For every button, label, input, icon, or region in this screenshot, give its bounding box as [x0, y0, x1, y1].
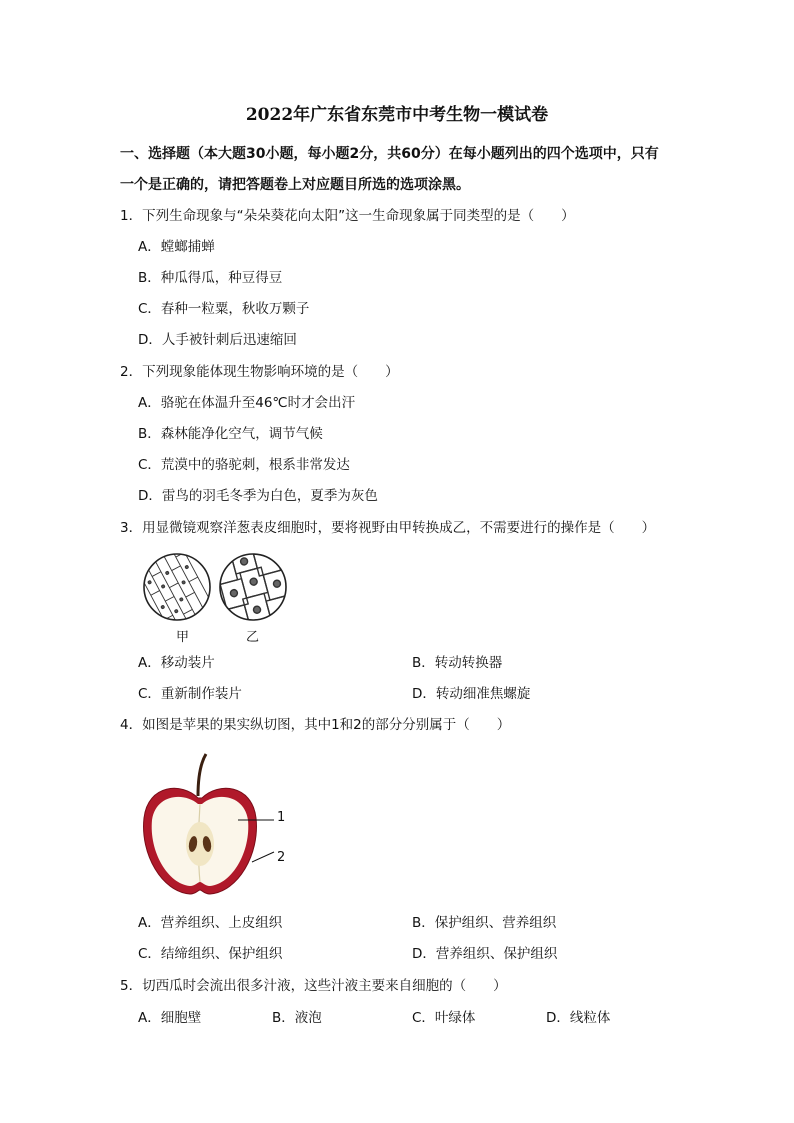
question-3-stem: 3．用显微镜观察洋葱表皮细胞时，要将视野由甲转换成乙，不需要进行的操作是（ ）	[120, 520, 656, 536]
question-1-stem: 1．下列生命现象与“朵朵葵花向太阳”这一生命现象属于同类型的是（ ）	[120, 208, 575, 224]
question-3-option-a: A．移动装片	[138, 655, 215, 671]
microscope-fields-figure	[140, 548, 290, 626]
question-5-stem: 5．切西瓜时会流出很多汁液，这些汁液主要来自细胞的（ ）	[120, 978, 507, 994]
question-5-option-a: A．细胞壁	[138, 1010, 202, 1026]
question-1-option-d: D．人手被针刺后迅速缩回	[138, 332, 297, 348]
question-5-option-c: C．叶绿体	[412, 1010, 476, 1026]
question-4-option-b: B．保护组织、营养组织	[412, 915, 557, 931]
question-3-option-b: B．转动转换器	[412, 655, 503, 671]
question-1-option-b: B．种瓜得瓜，种豆得豆	[138, 270, 283, 286]
field-jia-cells	[140, 548, 221, 626]
question-2-option-b: B．森林能净化空气，调节气候	[138, 426, 323, 442]
question-4-stem: 4．如图是苹果的果实纵切图，其中1和2的部分分别属于（ ）	[120, 717, 511, 733]
figure-label-1: 1	[277, 810, 286, 825]
figure-label-yi: 乙	[246, 630, 260, 645]
question-3-option-d: D．转动细准焦螺旋	[412, 686, 531, 702]
question-2-option-a: A．骆驼在体温升至46℃时才会出汗	[138, 395, 356, 411]
question-2-stem: 2．下列现象能体现生物影响环境的是（ ）	[120, 364, 399, 380]
question-4-option-c: C．结缔组织、保护组织	[138, 946, 283, 962]
exam-title: 2022年广东省东莞市中考生物一模试卷	[245, 105, 549, 125]
section-instruction-line1: 一、选择题（本大题30小题，每小题2分，共60分）在每小题列出的四个选项中，只有	[120, 146, 659, 162]
question-2-option-c: C．荒漠中的骆驼刺，根系非常发达	[138, 457, 350, 473]
question-5-option-d: D．线粒体	[546, 1010, 611, 1026]
apple-stem	[198, 754, 206, 796]
figure-label-2: 2	[277, 850, 286, 865]
question-4-option-a: A．营养组织、上皮组织	[138, 915, 283, 931]
figure-label-jia: 甲	[176, 630, 190, 645]
question-2-option-d: D．雷鸟的羽毛冬季为白色，夏季为灰色	[138, 488, 378, 504]
question-1-option-a: A．螳螂捕蝉	[138, 239, 215, 255]
question-1-option-c: C．春种一粒粟，秋收万颗子	[138, 301, 310, 317]
question-4-option-d: D．营养组织、保护组织	[412, 946, 558, 962]
question-5-option-b: B．液泡	[272, 1010, 322, 1026]
pointer-line-2	[252, 852, 274, 862]
section-instruction-line2: 一个是正确的，请把答题卷上对应题目所选的选项涂黑。	[120, 177, 470, 193]
apple-section-figure	[140, 752, 300, 902]
question-3-option-c: C．重新制作装片	[138, 686, 242, 702]
